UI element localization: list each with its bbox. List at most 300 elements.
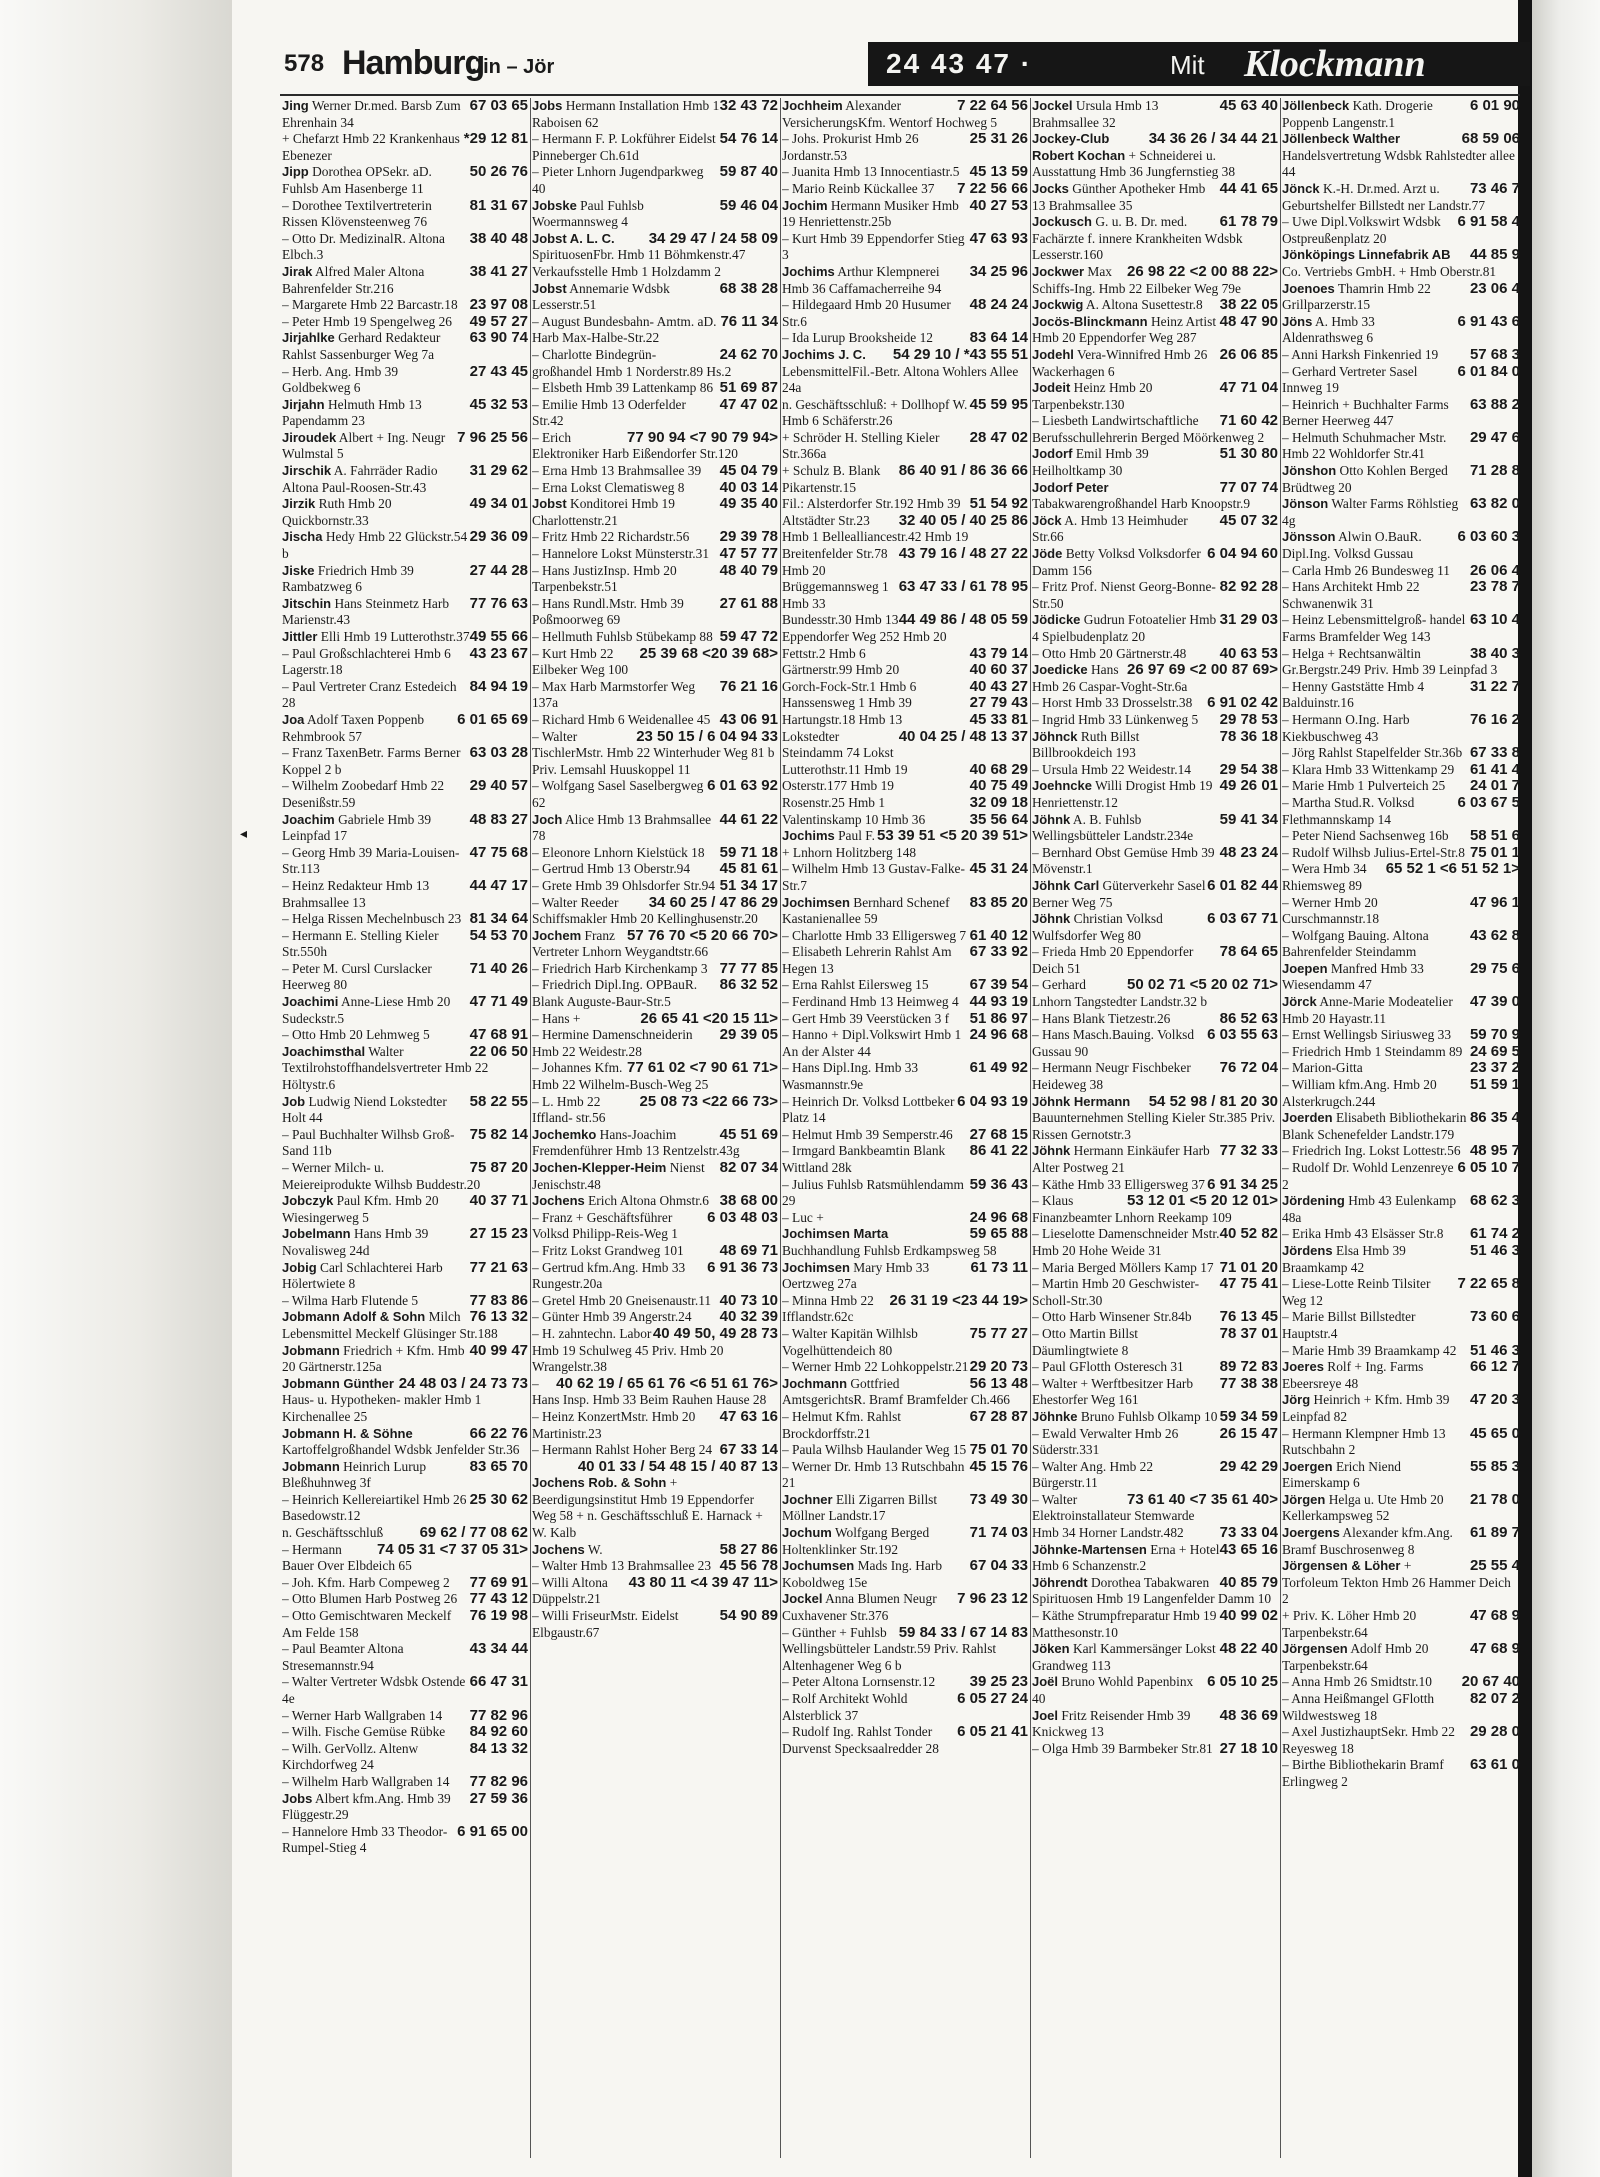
entry-name: Jöns bbox=[1282, 313, 1313, 329]
directory-entry bbox=[782, 1060, 1028, 1093]
entry-detail: – Hans + bbox=[532, 1010, 581, 1026]
entry-name: Jöhnk Hermann bbox=[1032, 1093, 1131, 1109]
directory-entry bbox=[282, 198, 528, 231]
entry-detail: – Paul GFlotth Osteresch 31 bbox=[1032, 1359, 1184, 1375]
entry-phone-number: 40 04 25 / 48 13 37 bbox=[898, 727, 1028, 745]
entry-detail: – Henny Gaststätte Hmb 4 Balduinstr.16 bbox=[1282, 678, 1425, 711]
entry-detail: – Hildegaard Hmb 20 Husumer Str.6 bbox=[782, 297, 951, 329]
entry-phone-number: 6 91 36 73 bbox=[707, 1258, 778, 1276]
entry-phone-number: 22 06 50 bbox=[469, 1042, 528, 1060]
entry-detail: – Walter TischlerMstr. Hmb 22 Winterhuder Weg 81 b Priv. Lemsahl Huuskoppel 11 bbox=[532, 728, 775, 777]
entry-phone-number: 75 77 27 bbox=[969, 1324, 1028, 1342]
entry-name: Jochmann bbox=[782, 1375, 848, 1391]
entry-detail: – Erich Elektroniker Harb Eißendorfer Str.120 bbox=[532, 429, 739, 462]
directory-entry bbox=[1032, 579, 1278, 612]
directory-entry bbox=[1282, 928, 1520, 961]
entry-detail: – Hermann Klempner Hmb 13 Rutschbahn 2 bbox=[1282, 1425, 1446, 1458]
entry-detail: – Klaus Finanzbeamter Lnhorn Reekamp 109 bbox=[1032, 1193, 1232, 1225]
entry-detail: – Wilma Harb Flutende 5 bbox=[282, 1292, 419, 1308]
directory-entry bbox=[532, 977, 778, 1010]
directory-entry bbox=[782, 1359, 1028, 1376]
entry-detail: Fil.: Alsterdorfer Str.192 Hmb 39 bbox=[782, 496, 961, 512]
entry-detail: – Wilh. GerVollz. Altenw Kirchdorfweg 24 bbox=[282, 1740, 419, 1773]
entry-detail: – Paul Buchhalter Wilhsb Groß-Sand 11b bbox=[282, 1126, 455, 1159]
directory-entry bbox=[782, 1409, 1028, 1442]
entry-detail: – Eleonore Lnhorn Kielstück 18 bbox=[532, 844, 705, 860]
directory-entry bbox=[1282, 778, 1520, 795]
entry-detail: Gabriele Hmb 39 Leinpfad 17 bbox=[282, 811, 432, 844]
entry-detail: G. u. B. Dr. med. Fachärzte f. innere Krankheiten Wdsbk Lesserstr.160 bbox=[1032, 214, 1243, 263]
directory-entry bbox=[532, 496, 778, 529]
entry-phone-number: 26 15 47 bbox=[1219, 1424, 1278, 1442]
directory-entry bbox=[1032, 1409, 1278, 1426]
directory-entry bbox=[1282, 247, 1520, 280]
directory-entry bbox=[532, 712, 778, 729]
directory-entry bbox=[282, 1741, 528, 1774]
entry-phone-number: 76 13 32 bbox=[469, 1308, 528, 1326]
entry-detail: – Walter Hmb 13 Brahmsallee 23 bbox=[532, 1558, 712, 1574]
entry-detail: Anne-Liese Hmb 20 Sudeckstr.5 bbox=[282, 994, 451, 1026]
entry-name: Jockwig bbox=[1032, 297, 1084, 313]
entry-phone-number: 67 28 87 bbox=[969, 1407, 1028, 1425]
entry-detail: – Otto Hmb 20 Lehmweg 5 bbox=[282, 1027, 430, 1043]
entry-phone-number: 51 54 92 bbox=[969, 495, 1028, 513]
entry-name: Jobmann bbox=[282, 1342, 340, 1358]
entry-phone-number: 71 74 03 bbox=[969, 1524, 1028, 1542]
entry-detail: Gudrun Fotoatelier Hmb 4 Spielbudenplatz 20 bbox=[1032, 612, 1217, 644]
directory-entry bbox=[1282, 281, 1520, 314]
entry-detail: Walter Farms Röhlstieg 4g bbox=[1282, 496, 1459, 528]
entry-detail: – Walter Reeder Schiffsmakler Hmb 20 Kellinghusenstr.20 bbox=[532, 894, 758, 927]
entry-phone-number: 48 22 40 bbox=[1219, 1640, 1278, 1658]
entry-phone-number: 89 72 83 bbox=[1219, 1358, 1278, 1376]
column-divider bbox=[780, 98, 781, 2158]
directory-entry bbox=[1282, 1757, 1520, 1790]
entry-detail: – Luc + bbox=[782, 1209, 824, 1225]
entry-detail: – Johannes Kfm. Hmb 22 Wilhelm-Busch-Weg 25 bbox=[532, 1060, 709, 1093]
entry-detail: Lokstedter Steindamm 74 Lokst bbox=[782, 728, 894, 761]
entry-phone-number: 51 34 17 bbox=[719, 876, 778, 894]
entry-phone-number: 29 47 6 bbox=[1469, 428, 1520, 446]
entry-name: Joerden bbox=[1282, 1110, 1333, 1126]
entry-detail: – Lieselotte Damenschneider Mstr. Hmb 20 Hohe Weide 31 bbox=[1032, 1226, 1220, 1258]
directory-entry bbox=[782, 712, 1028, 729]
entry-detail: – Werner Dr. Hmb 13 Rutschbahn 21 bbox=[782, 1458, 965, 1491]
entry-name: Jiske bbox=[282, 562, 315, 578]
entry-phone-number: 48 24 24 bbox=[969, 296, 1028, 314]
entry-phone-number: 47 63 93 bbox=[969, 229, 1028, 247]
entry-detail: Heinz Artist Hmb 20 Eppendorfer Weg 287 bbox=[1032, 313, 1217, 346]
directory-entry bbox=[782, 994, 1028, 1011]
entry-detail: Ruth Billst Billbrookdeich 193 bbox=[1032, 728, 1140, 761]
entry-phone-number: 40 43 27 bbox=[969, 677, 1028, 695]
entry-detail: Gottfried AmtsgerichtsR. Bramf Bramfelder Ch.466 bbox=[782, 1375, 1010, 1408]
directory-entry bbox=[532, 961, 778, 978]
entry-name: Jönsson bbox=[1282, 529, 1336, 545]
entry-phone-number: 47 68 9 bbox=[1469, 1640, 1520, 1658]
entry-phone-number: 23 37 2 bbox=[1469, 1059, 1520, 1077]
entry-phone-number: 77 83 86 bbox=[469, 1291, 528, 1309]
directory-entry bbox=[282, 1160, 528, 1193]
entry-name: Jischa bbox=[282, 529, 323, 545]
directory-entry bbox=[782, 463, 1028, 496]
entry-detail: – Werner Hmb 22 Lohkoppelstr.21 bbox=[782, 1359, 969, 1375]
entry-detail: – Erika Hmb 43 Elsässer Str.8 bbox=[1282, 1226, 1444, 1242]
directory-entry bbox=[282, 1724, 528, 1741]
entry-detail: – Elisabeth Lehrerin Rahlst Am Hegen 13 bbox=[782, 944, 952, 976]
directory-entry bbox=[1282, 828, 1520, 845]
entry-detail: SpirituosenFbr. Hmb 11 Böhmkenstr.47 Verkaufsstelle Hmb 1 Holzdamm 2 bbox=[532, 247, 746, 279]
entry-detail: – Ingrid Hmb 33 Lünkenweg 5 bbox=[1032, 711, 1199, 727]
entry-phone-number: 25 39 68 <20 39 68> bbox=[639, 644, 778, 662]
entry-phone-number: 43 34 44 bbox=[469, 1640, 528, 1658]
entry-detail: – Juanita Hmb 13 Innocentiastr.5 bbox=[782, 164, 960, 180]
entry-detail: – Rolf Architekt Wohld Alsterblick 37 bbox=[782, 1691, 908, 1723]
entry-detail: Hmb 43 Eulenkamp 48a bbox=[1282, 1193, 1457, 1225]
entry-phone-number: 40 27 53 bbox=[969, 196, 1028, 214]
entry-detail: Hermann Installation Hmb 1 Raboisen 62 bbox=[532, 98, 720, 130]
directory-entry bbox=[1032, 1608, 1278, 1641]
directory-entry bbox=[532, 1160, 778, 1193]
entry-name: Joch bbox=[532, 811, 563, 827]
directory-entry bbox=[1032, 98, 1278, 131]
entry-phone-number: 29 42 29 bbox=[1219, 1457, 1278, 1475]
entry-phone-number: 77 77 85 bbox=[719, 959, 778, 977]
directory-entry bbox=[1032, 1193, 1278, 1226]
entry-phone-number: 77 61 02 <7 90 61 71> bbox=[627, 1059, 778, 1077]
entry-detail: – Heinz KonzertMstr. Hmb 20 Martinistr.23 bbox=[532, 1408, 696, 1441]
entry-detail: Arthur Klempnerei Hmb 36 Caffamacherreihe 94 bbox=[782, 263, 942, 296]
entry-name: Jörgensen bbox=[1282, 1641, 1348, 1657]
entry-phone-number: 45 15 76 bbox=[969, 1457, 1028, 1475]
directory-entry bbox=[532, 878, 778, 895]
directory-entry bbox=[782, 164, 1028, 181]
entry-phone-number: 7 96 23 12 bbox=[957, 1590, 1028, 1608]
entry-detail: Manfred Hmb 33 Wiesendamm 47 bbox=[1282, 960, 1424, 993]
entry-detail: – Otto Harb Winsener Str.84b bbox=[1032, 1309, 1192, 1325]
entry-phone-number: 40 52 82 bbox=[1219, 1225, 1278, 1243]
directory-entry bbox=[1282, 679, 1520, 712]
entry-detail: Erich Niend Eimerskamp 6 bbox=[1282, 1458, 1402, 1491]
directory-entry bbox=[1032, 1027, 1278, 1060]
entry-detail: Max Schiffs-Ing. Hmb 22 Eilbeker Weg 79e bbox=[1032, 263, 1241, 296]
entry-detail: – Friedrich Ing. Lokst Lottestr.56 bbox=[1282, 1143, 1461, 1159]
entry-phone-number: 51 59 1 bbox=[1469, 1076, 1520, 1094]
directory-entry bbox=[1282, 364, 1520, 397]
entry-phone-number: 45 07 32 bbox=[1219, 511, 1278, 529]
entry-detail: – Hermann E. Stelling Kieler Str.550h bbox=[282, 927, 439, 960]
entry-phone-number: 47 47 02 bbox=[719, 395, 778, 413]
entry-phone-number: 51 46 3 bbox=[1469, 1341, 1520, 1359]
entry-phone-number: 45 63 40 bbox=[1219, 98, 1278, 114]
directory-entry bbox=[532, 397, 778, 430]
directory-entry bbox=[782, 231, 1028, 264]
directory-entry bbox=[532, 1608, 778, 1641]
margin-arrow-icon: ◂ bbox=[240, 827, 248, 842]
entry-detail: – Peter Niend Sachsenweg 16b bbox=[1282, 828, 1449, 844]
directory-entry bbox=[782, 1094, 1028, 1127]
entry-name: Joedicke bbox=[1032, 662, 1088, 678]
entry-detail: A. Hmb 13 Heimhuder Str.66 bbox=[1032, 512, 1188, 545]
entry-phone-number: 59 71 18 bbox=[719, 843, 778, 861]
entry-phone-number: 47 63 16 bbox=[719, 1407, 778, 1425]
entry-phone-number: 25 08 73 <22 66 73> bbox=[639, 1092, 778, 1110]
directory-entry bbox=[282, 1492, 528, 1525]
entry-phone-number: 40 62 19 / 65 61 76 <6 51 61 76> bbox=[556, 1374, 778, 1392]
directory-entry bbox=[1032, 612, 1278, 645]
directory-entry bbox=[532, 1027, 778, 1060]
entry-phone-number: 86 41 22 bbox=[969, 1142, 1028, 1160]
entry-phone-number: 86 35 4 bbox=[1469, 1109, 1520, 1127]
entry-phone-number: 26 97 69 <2 00 87 69> bbox=[1127, 661, 1278, 679]
directory-entry bbox=[1032, 347, 1278, 380]
entry-name: Jochen-Klepper-Heim bbox=[532, 1160, 667, 1175]
entry-detail: Heinz Hmb 20 Tarpenbekstr.130 bbox=[1032, 380, 1153, 412]
entry-phone-number: 44 47 17 bbox=[469, 876, 528, 894]
entry-phone-number: 31 29 03 bbox=[1219, 611, 1278, 629]
entry-detail: – Gretel Hmb 20 Gneisenaustr.11 bbox=[532, 1292, 712, 1308]
entry-phone-number: 29 28 0 bbox=[1469, 1723, 1520, 1741]
entry-phone-number: 7 22 65 8 bbox=[1457, 1275, 1520, 1293]
directory-entry bbox=[782, 1210, 1028, 1227]
directory-entry bbox=[782, 496, 1028, 513]
entry-detail: Elli Hmb 19 Lutterothstr.37 bbox=[320, 629, 470, 644]
directory-entry bbox=[782, 662, 1028, 679]
entry-phone-number: 71 40 26 bbox=[469, 959, 528, 977]
directory-entry bbox=[1282, 1558, 1520, 1608]
entry-detail: – Otto Hmb 20 Gärtnerstr.48 bbox=[1032, 645, 1187, 661]
entry-detail: K.-H. Dr.med. Arzt u. Geburtshelfer Billstedt ner Landstr.77 bbox=[1282, 180, 1486, 213]
entry-phone-number: 43 06 91 bbox=[719, 710, 778, 728]
directory-entry bbox=[282, 231, 528, 264]
entry-phone-number: 29 40 57 bbox=[469, 777, 528, 795]
entry-phone-number: 27 59 36 bbox=[469, 1789, 528, 1807]
entry-name: Jirak bbox=[282, 263, 313, 279]
entry-phone-number: 59 87 40 bbox=[719, 163, 778, 181]
directory-entry bbox=[782, 513, 1028, 546]
entry-name: Joepen bbox=[1282, 960, 1328, 976]
entry-phone-number: 31 22 7 bbox=[1469, 677, 1520, 695]
directory-entry bbox=[1282, 1160, 1520, 1193]
entry-detail: + Priv. K. Löher Hmb 20 Tarpenbekstr.64 bbox=[1282, 1608, 1417, 1640]
entry-phone-number: 47 39 0 bbox=[1469, 993, 1520, 1011]
entry-phone-number: 67 04 33 bbox=[969, 1557, 1028, 1575]
entry-phone-number: 83 85 20 bbox=[969, 893, 1028, 911]
entry-phone-number: 68 62 3 bbox=[1469, 1192, 1520, 1210]
directory-entry bbox=[532, 1575, 778, 1608]
entry-detail: Dorothea Tabakwaren Spirituosen Hmb 19 Langenfelder Damm 10 bbox=[1032, 1574, 1272, 1607]
entry-phone-number: 25 30 62 bbox=[469, 1490, 528, 1508]
entry-name: Jocks bbox=[1032, 180, 1069, 196]
entry-detail: – Helmut Hmb 39 Semperstr.46 bbox=[782, 1126, 953, 1142]
directory-column-2 bbox=[532, 98, 778, 2158]
directory-entry bbox=[282, 1674, 528, 1707]
directory-entry bbox=[532, 1127, 778, 1160]
entry-detail: Heinrich + Kfm. Hmb 39 Leinpfad 82 bbox=[1282, 1392, 1450, 1424]
entry-detail: – Rudolf Wilhsb Julius-Ertel-Str.8 bbox=[1282, 844, 1465, 860]
entry-phone-number: 84 94 19 bbox=[469, 677, 528, 695]
entry-detail: Ruth Hmb 20 Quickbornstr.33 bbox=[282, 496, 392, 528]
entry-name: Jöhnck bbox=[1032, 728, 1078, 744]
entry-detail: – Mario Reinb Kückallee 37 bbox=[782, 180, 935, 196]
directory-entry bbox=[282, 994, 528, 1027]
entry-detail: Handelsvertretung Wdsbk Rahlstedter allee 44 bbox=[1282, 147, 1515, 180]
entry-phone-number: 40 75 49 bbox=[969, 777, 1028, 795]
entry-detail: Altstädter Str.23 Hmb 1 Bellealliancestr.42 Hmb 19 bbox=[782, 512, 969, 545]
entry-detail: – Gertrud Hmb 13 Oberstr.94 bbox=[532, 861, 691, 877]
entry-phone-number: 32 43 72 bbox=[719, 98, 778, 114]
entry-phone-number: 63 61 0 bbox=[1469, 1756, 1520, 1774]
entry-phone-number: 6 05 27 24 bbox=[957, 1690, 1028, 1707]
directory-entry bbox=[1282, 347, 1520, 364]
entry-detail: – Minna Hmb 22 Ifflandstr.62c bbox=[782, 1292, 874, 1325]
entry-detail: – Charlotte Bindegrün- großhandel Hmb 1 Norderstr.89 Hs.2 bbox=[532, 346, 732, 379]
entry-detail: – Walter Ang. Hmb 22 Bürgerstr.11 bbox=[1032, 1458, 1154, 1491]
entry-detail: – Heinrich Dr. Volksd Lottbeker Platz 14 bbox=[782, 1093, 955, 1126]
directory-entry bbox=[1282, 579, 1520, 612]
directory-entry bbox=[532, 198, 778, 231]
entry-detail: – Max Harb Marmstorfer Weg 137a bbox=[532, 678, 696, 711]
entry-phone-number: 27 43 45 bbox=[469, 362, 528, 380]
entry-phone-number: 6 91 43 6 bbox=[1457, 312, 1520, 330]
entry-phone-number: 7 22 56 66 bbox=[957, 179, 1028, 197]
directory-entry bbox=[1282, 1044, 1520, 1061]
entry-detail: – Käthe Strumpfreparatur Hmb 19 Matthesonstr.10 bbox=[1032, 1608, 1217, 1640]
directory-entry bbox=[282, 1525, 528, 1542]
entry-detail: – Wilh. Fische Gemüse Rübke bbox=[282, 1724, 446, 1740]
entry-detail: Brüggemannsweg 1 Hmb 33 bbox=[782, 579, 889, 611]
entry-detail: – Paul Vertreter Cranz Estedeich 28 bbox=[282, 678, 457, 711]
entry-phone-number: 58 51 6 bbox=[1469, 827, 1520, 845]
directory-entry bbox=[1282, 895, 1520, 928]
entry-detail: Co. Vertriebs GmbH. + Hmb Oberstr.81 bbox=[1282, 263, 1497, 279]
entry-phone-number: 76 16 2 bbox=[1469, 710, 1520, 728]
directory-entry bbox=[282, 1127, 528, 1160]
entry-detail: Haus- u. Hypotheken- makler Hmb 1 Kirchenallee 25 bbox=[282, 1392, 482, 1424]
entry-phone-number: 29 39 78 bbox=[719, 528, 778, 546]
directory-entry bbox=[782, 1177, 1028, 1210]
entry-detail: – Heinz Lebensmittelgroß- handel Farms Bramfelder Weg 143 bbox=[1282, 612, 1466, 644]
entry-detail: – Otto Gemischtwaren Meckelf Am Felde 158 bbox=[282, 1608, 452, 1640]
entry-phone-number: 77 21 63 bbox=[469, 1258, 528, 1276]
entry-name: Jöhnk Carl bbox=[1032, 877, 1100, 893]
directory-entry bbox=[1032, 214, 1278, 264]
directory-entry bbox=[1032, 181, 1278, 214]
entry-detail: A. Hmb 33 Aldenrathsweg 6 bbox=[1282, 313, 1375, 346]
entry-phone-number: 54 90 89 bbox=[719, 1607, 778, 1625]
directory-entry bbox=[282, 1226, 528, 1259]
entry-detail: – Paula Wilhsb Haulander Weg 15 bbox=[782, 1442, 967, 1458]
directory-entry bbox=[1282, 131, 1520, 181]
directory-entry bbox=[282, 646, 528, 679]
directory-entry bbox=[1032, 1326, 1278, 1359]
entry-phone-number: 77 82 96 bbox=[469, 1706, 528, 1724]
entry-phone-number: 27 44 28 bbox=[469, 561, 528, 579]
entry-phone-number: 47 75 41 bbox=[1219, 1275, 1278, 1293]
entry-phone-number: 40 03 14 bbox=[719, 478, 778, 496]
entry-detail: – Wilhelm Zoobedarf Hmb 22 Desenißstr.59 bbox=[282, 778, 445, 810]
entry-detail: – Irmgard Bankbeamtin Blank Wittland 28k bbox=[782, 1143, 946, 1175]
entry-phone-number: 59 84 33 / 67 14 83 bbox=[898, 1623, 1028, 1641]
directory-entry bbox=[782, 264, 1028, 297]
entry-detail: – Joh. Kfm. Harb Compeweg 2 bbox=[282, 1574, 450, 1590]
entry-phone-number: 82 92 28 bbox=[1219, 578, 1278, 596]
entry-phone-number: 38 68 00 bbox=[719, 1192, 778, 1210]
entry-phone-number: 67 03 65 bbox=[469, 98, 528, 114]
entry-name: Joel bbox=[1032, 1707, 1059, 1723]
entry-phone-number: 43 65 16 bbox=[1219, 1540, 1278, 1558]
entry-phone-number: 47 68 9 bbox=[1469, 1607, 1520, 1625]
directory-entry bbox=[532, 812, 778, 845]
entry-name: Jöhrendt bbox=[1032, 1574, 1088, 1590]
entry-detail: A. Fahrräder Radio Altona Paul-Roosen-Str.43 bbox=[282, 463, 438, 495]
directory-entry bbox=[282, 1791, 528, 1824]
entry-detail: – Hans Masch.Bauing. Volksd Gussau 90 bbox=[1032, 1027, 1195, 1059]
directory-entry bbox=[1032, 812, 1278, 845]
entry-name: Jocös-Blinckmann bbox=[1032, 313, 1148, 329]
entry-detail: Nienst Jenischstr.48 bbox=[532, 1160, 705, 1192]
directory-entry bbox=[532, 480, 778, 497]
entry-phone-number: 21 78 0 bbox=[1469, 1490, 1520, 1508]
entry-name: Jobmann bbox=[282, 1458, 340, 1474]
entry-name: Joenoes bbox=[1282, 280, 1335, 296]
entry-detail: – Käthe Hmb 33 Elligersweg 37 bbox=[1032, 1176, 1205, 1192]
entry-detail: Ursula Hmb 13 Brahmsallee 32 bbox=[1032, 98, 1159, 130]
entry-phone-number: 6 03 48 03 bbox=[707, 1208, 778, 1226]
entry-phone-number: 77 82 96 bbox=[469, 1772, 528, 1790]
entry-name: Jirzik bbox=[282, 496, 316, 512]
directory-entry bbox=[282, 1044, 528, 1094]
entry-phone-number: 29 78 53 bbox=[1219, 710, 1278, 728]
directory-entry bbox=[782, 1724, 1028, 1757]
entry-phone-number: 50 02 71 <5 20 02 71> bbox=[1127, 976, 1278, 994]
directory-entry bbox=[282, 397, 528, 430]
entry-phone-number: 76 11 34 bbox=[720, 312, 778, 330]
directory-column-1 bbox=[282, 98, 528, 2158]
entry-phone-number: 25 31 26 bbox=[969, 130, 1028, 148]
directory-entry bbox=[282, 314, 528, 331]
entry-detail: Betty Volksd Volksdorfer Damm 156 bbox=[1032, 546, 1201, 578]
entry-detail: Hermann Einkäufer Harb Alter Postweg 21 bbox=[1032, 1143, 1210, 1175]
entry-phone-number: 77 32 33 bbox=[1219, 1142, 1278, 1160]
entry-phone-number: 35 56 64 bbox=[969, 810, 1028, 828]
entry-detail: – Horst Hmb 33 Drosselstr.38 bbox=[1032, 695, 1193, 711]
directory-entry bbox=[1032, 413, 1278, 446]
entry-detail: Anna Blumen Neugr Cuxhavener Str.376 bbox=[782, 1591, 937, 1624]
entry-phone-number: 44 85 9 bbox=[1469, 246, 1520, 264]
directory-entry bbox=[532, 380, 778, 397]
entry-detail: – Heinz Redakteur Hmb 13 Brahmsallee 13 bbox=[282, 877, 430, 910]
entry-detail: Wolfgang Berged Holtenklinker Str.192 bbox=[782, 1525, 930, 1557]
entry-phone-number: 47 71 49 bbox=[469, 993, 528, 1011]
directory-entry bbox=[782, 430, 1028, 463]
entry-phone-number: 45 33 81 bbox=[969, 710, 1028, 728]
entry-detail: – L. Hmb 22 Iffland- str.56 bbox=[532, 1093, 606, 1126]
entry-name: Jönck bbox=[1282, 180, 1320, 196]
directory-entry bbox=[532, 1409, 778, 1442]
entry-phone-number: 63 88 2 bbox=[1469, 395, 1520, 413]
directory-entry bbox=[1032, 878, 1278, 911]
entry-phone-number: 83 64 14 bbox=[969, 329, 1028, 347]
entry-detail: Kartoffelgroßhandel Wdsbk Jenfelder Str.36 bbox=[282, 1442, 520, 1458]
entry-detail: – Birthe Bibliothekarin Bramf Erlingweg 2 bbox=[1282, 1757, 1444, 1789]
directory-entry bbox=[782, 347, 1028, 397]
entry-phone-number: 6 04 93 19 bbox=[957, 1092, 1028, 1110]
entry-detail: – Marie Hmb 1 Pulverteich 25 bbox=[1282, 778, 1446, 794]
entry-detail: – Kurt Hmb 22 Eilbeker Weg 100 bbox=[532, 645, 629, 678]
entry-phone-number: 44 93 19 bbox=[969, 993, 1028, 1011]
entry-name: Jochimsen bbox=[782, 894, 850, 910]
